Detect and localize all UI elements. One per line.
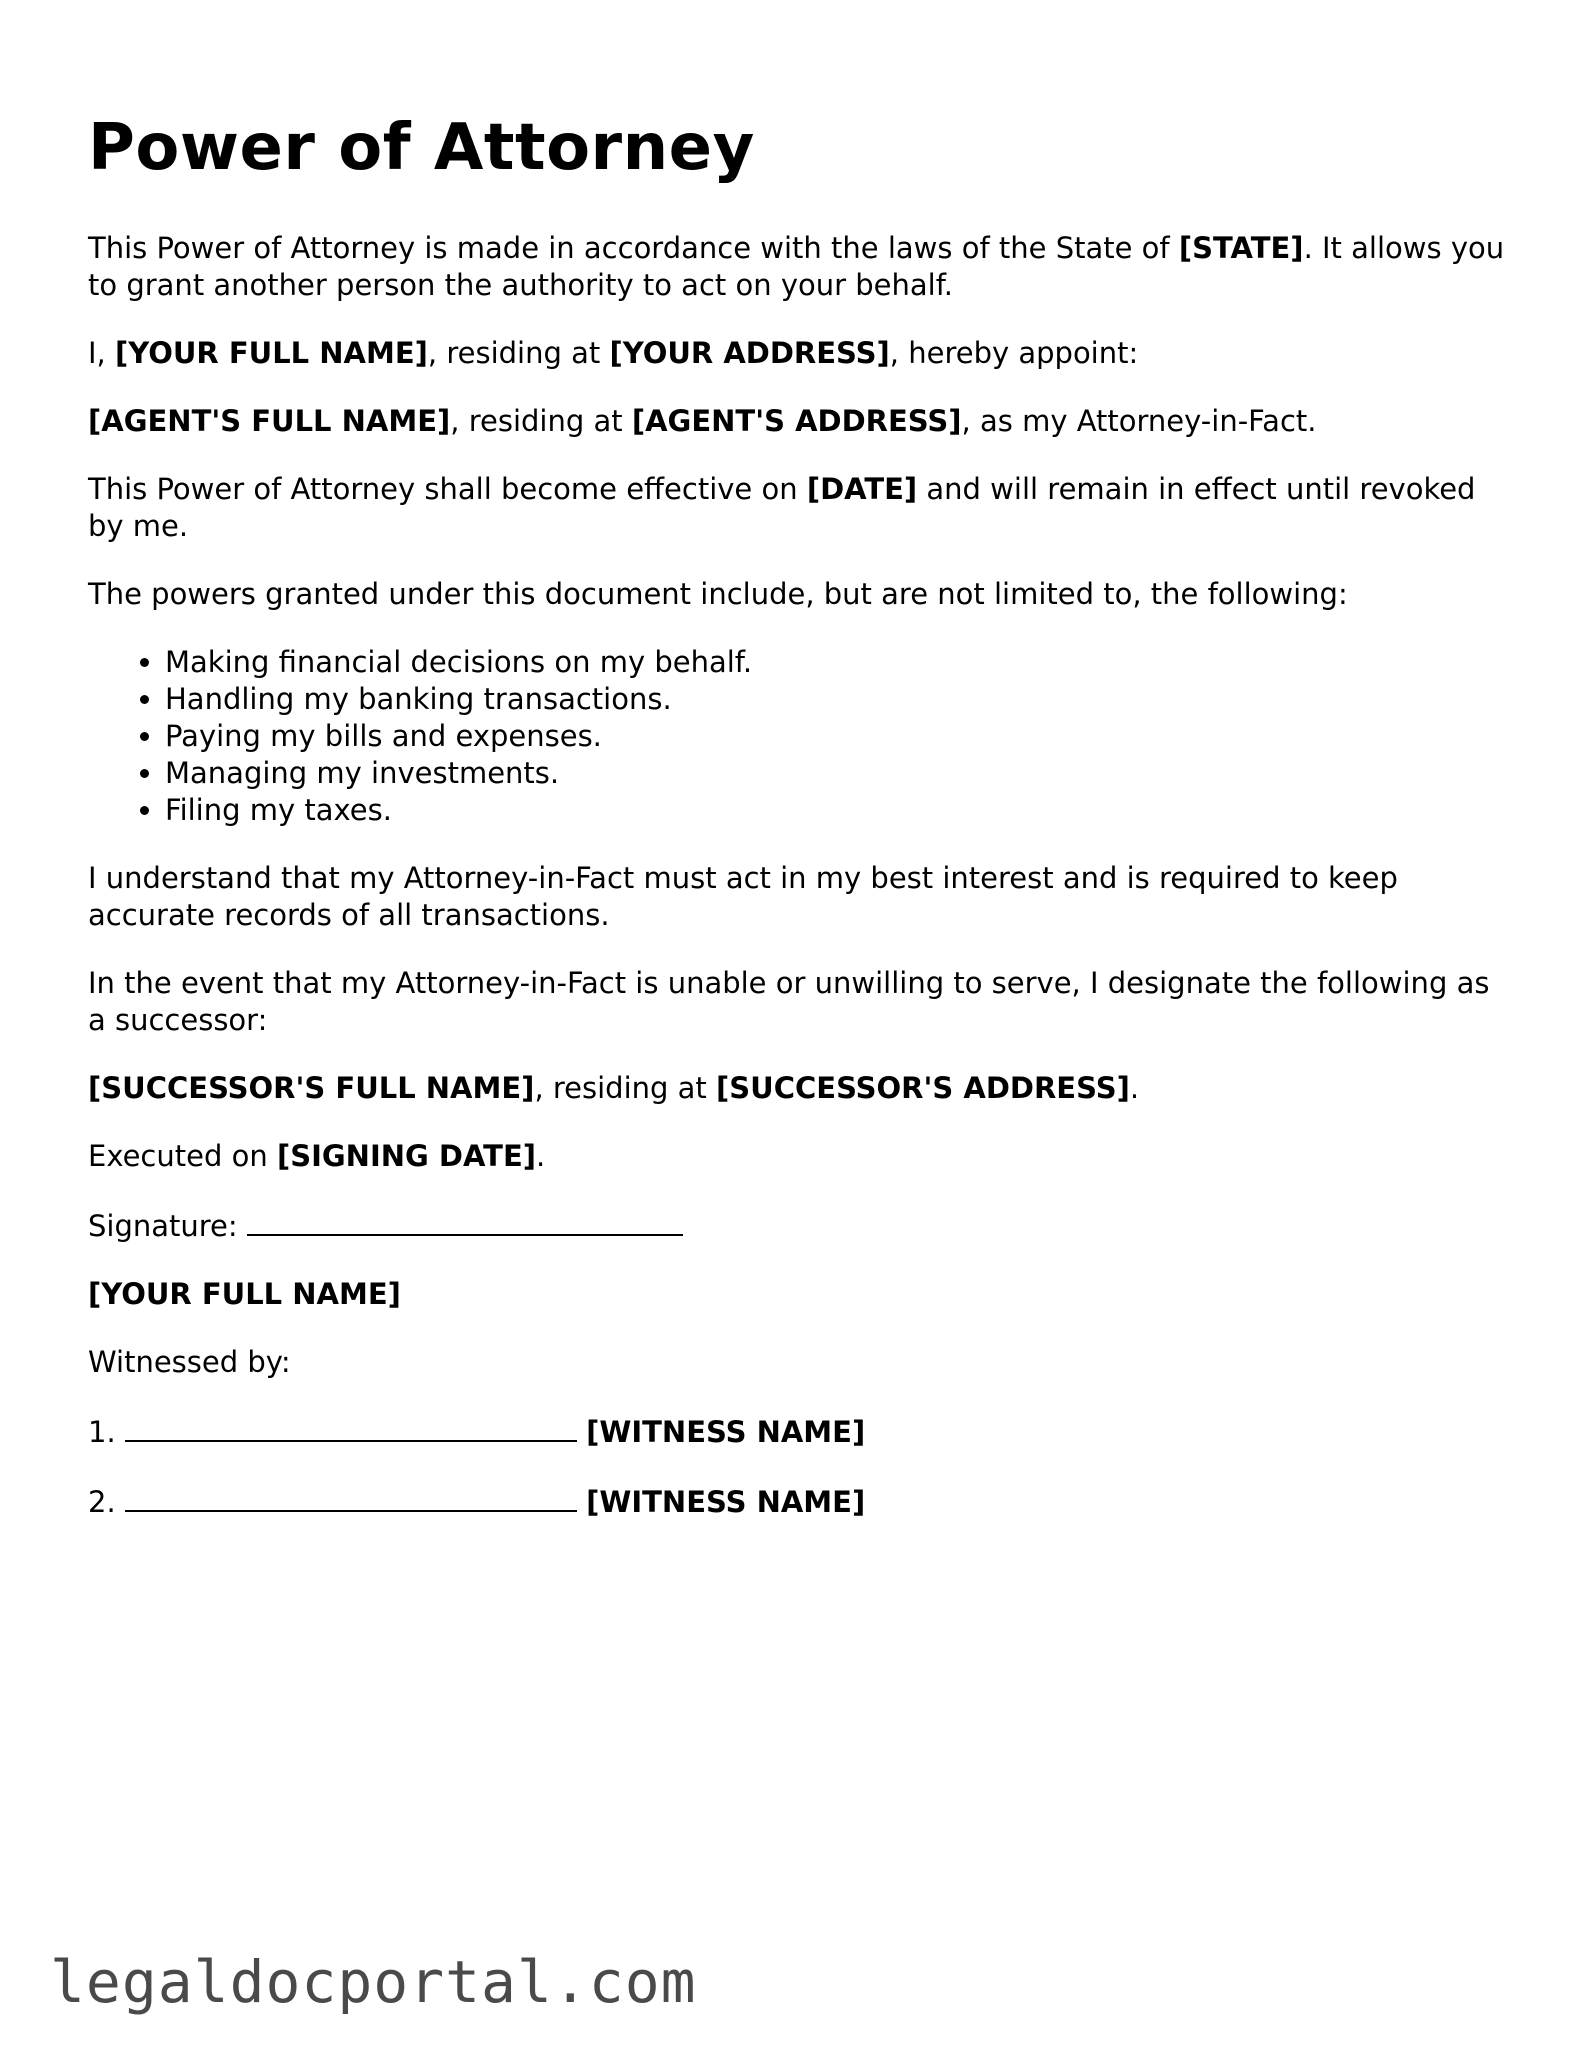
- powers-intro: The powers granted under this document include, but are not limited to, the following:: [88, 577, 1348, 611]
- witness-line-2: 2. [WITNESS NAME]: [88, 1482, 1508, 1521]
- signer-name: [YOUR FULL NAME]: [88, 1277, 401, 1311]
- effective-paragraph: This Power of Attorney shall become effective on [DATE] and will remain in effect until revoked by me.: [88, 472, 1476, 543]
- watermark-footer: legaldocportal.com: [50, 1948, 697, 2016]
- date-placeholder: [DATE]: [806, 472, 918, 506]
- understanding-paragraph: I understand that my Attorney-in-Fact must act in my best interest and is required to keep accurate records of all transactions.: [88, 861, 1398, 932]
- state-placeholder: [STATE]: [1178, 231, 1304, 265]
- agent-address-placeholder: [AGENT'S ADDRESS]: [631, 404, 962, 438]
- principal-name-placeholder: [YOUR FULL NAME]: [115, 336, 428, 370]
- witness-2-blank: [125, 1482, 577, 1512]
- powers-list: [88, 644, 1508, 829]
- signing-date-placeholder: [SIGNING DATE]: [276, 1139, 537, 1173]
- witness-2-name: [WITNESS NAME]: [586, 1485, 866, 1519]
- list-item: • Handling my banking transactions.: [165, 681, 1508, 718]
- successor-intro: In the event that my Attorney-in-Fact is unable or unwilling to serve, I designate the following as a successor:: [88, 966, 1490, 1037]
- executed-paragraph: Executed on [SIGNING DATE].: [88, 1139, 546, 1173]
- list-item: • Making financial decisions on my behalf.: [165, 644, 1508, 681]
- witnessed-label: Witnessed by:: [88, 1345, 291, 1379]
- intro-paragraph: This Power of Attorney is made in accordance with the laws of the State of [STATE]. It allows you to grant another person the authority to act on your behalf.: [88, 231, 1505, 302]
- successor-name-placeholder: [SUCCESSOR'S FULL NAME]: [88, 1071, 535, 1105]
- witness-1-blank: [125, 1412, 577, 1442]
- document-title: Power of Attorney: [88, 111, 755, 185]
- signature-blank: [247, 1206, 683, 1236]
- principal-address-placeholder: [YOUR ADDRESS]: [609, 336, 890, 370]
- agent-name-placeholder: [AGENT'S FULL NAME]: [88, 404, 451, 438]
- signature-line: Signature:: [88, 1206, 1508, 1245]
- witness-line-1: 1. [WITNESS NAME]: [88, 1412, 1508, 1451]
- document-page: [88, 108, 1508, 1521]
- successor-address-placeholder: [SUCCESSOR'S ADDRESS]: [716, 1071, 1130, 1105]
- list-item: • Paying my bills and expenses.: [165, 718, 1508, 755]
- agent-paragraph: [AGENT'S FULL NAME], residing at [AGENT'S ADDRESS], as my Attorney-in-Fact.: [88, 404, 1317, 438]
- witness-1-name: [WITNESS NAME]: [586, 1415, 866, 1449]
- principal-paragraph: I, [YOUR FULL NAME], residing at [YOUR ADDRESS], hereby appoint:: [88, 336, 1139, 370]
- successor-paragraph: [SUCCESSOR'S FULL NAME], residing at [SUCCESSOR'S ADDRESS].: [88, 1071, 1140, 1105]
- list-item: • Filing my taxes.: [165, 792, 1508, 829]
- list-item: • Managing my investments.: [165, 755, 1508, 792]
